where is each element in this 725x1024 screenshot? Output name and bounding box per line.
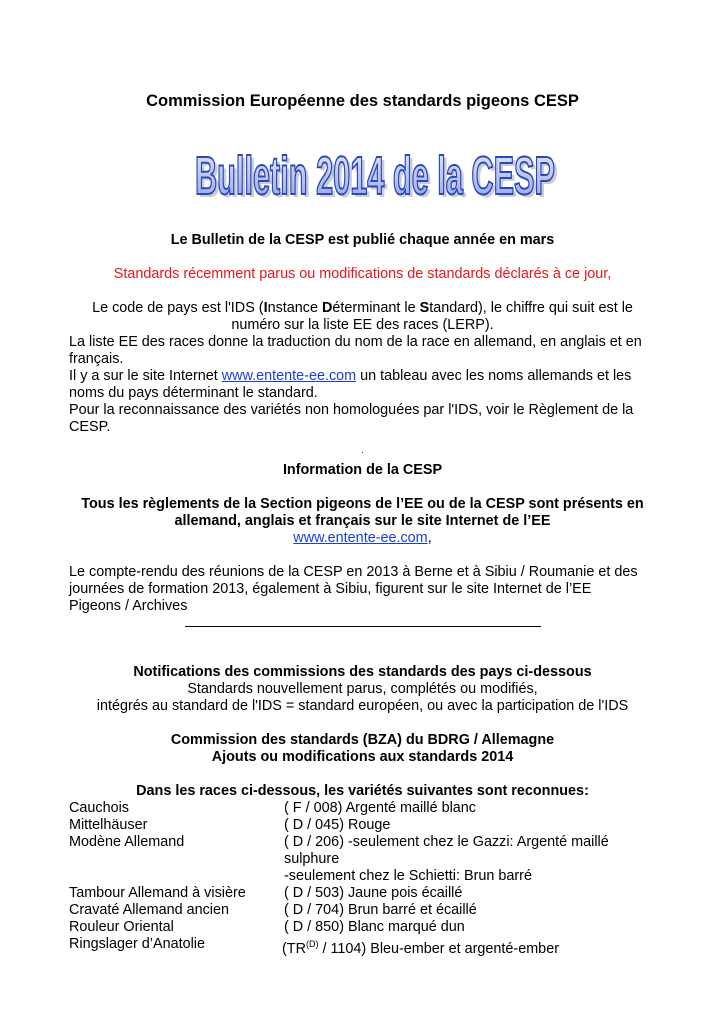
list-paragraph-line2: français. bbox=[69, 351, 124, 367]
varieties-heading: Dans les races ci-dessous, les variétés suivantes sont reconnues: bbox=[136, 783, 589, 799]
published-notice: Le Bulletin de la CESP est publié chaque année en mars bbox=[170, 232, 555, 248]
entente-link-1[interactable]: www.entente-ee.com bbox=[221, 368, 357, 384]
bulletin-wordart-shadow: Bulletin 2014 de la CESP bbox=[198, 149, 558, 208]
breed-variety: ( D / 045) Rouge bbox=[284, 817, 391, 833]
list-item bbox=[69, 817, 669, 834]
breed-name: Cauchois bbox=[69, 800, 129, 816]
website-paragraph-line2: noms du pays déterminant le standard. bbox=[69, 385, 318, 401]
list-item bbox=[69, 800, 669, 817]
breed-name: Mittelhäuser bbox=[69, 817, 148, 833]
rules-line2: allemand, anglais et français sur le site Internet de l’EE bbox=[174, 513, 551, 529]
bulletin-wordart-title bbox=[190, 138, 560, 208]
report-line3: Pigeons / Archives bbox=[69, 598, 188, 614]
breed-name: Cravaté Allemand ancien bbox=[69, 902, 229, 918]
website-paragraph-line1: Il y a sur le site Internet www.entente-ee.com un tableau avec les noms allemands et les bbox=[69, 368, 632, 384]
breed-variety: sulphure bbox=[284, 851, 340, 867]
separator-dot: . bbox=[361, 445, 364, 455]
red-notice: Standards récemment parus ou modifications de standards déclarés à ce jour, bbox=[113, 266, 612, 282]
breed-name: Tambour Allemand à visière bbox=[69, 885, 246, 901]
commission-title: Commission Européenne des standards pigeons CESP bbox=[146, 92, 579, 110]
rules-line1: Tous les règlements de la Section pigeons de l’EE ou de la CESP sont présents en bbox=[81, 496, 644, 512]
list-item bbox=[69, 885, 669, 902]
entente-link-2[interactable]: www.entente-ee.com bbox=[293, 530, 428, 546]
breed-variety: ( D / 704) Brun barré et écaillé bbox=[284, 902, 477, 918]
country-code-paragraph-line1: Le code de pays est l'IDS (Instance Déterminant le Standard), le chiffre qui suit est le bbox=[92, 300, 633, 316]
bulletin-wordart-text: Bulletin 2014 de la CESP bbox=[195, 146, 555, 206]
list-item bbox=[69, 902, 669, 919]
list-item bbox=[69, 936, 669, 957]
recognition-paragraph-line2: CESP. bbox=[69, 419, 111, 435]
bza-subtitle: Ajouts ou modifications aux standards 2014 bbox=[211, 749, 514, 765]
rules-link-line: www.entente-ee.com, bbox=[293, 530, 432, 546]
recognition-paragraph-line1: Pour la reconnaissance des variétés non homologuées par l'IDS, voir le Règlement de la bbox=[69, 402, 634, 418]
report-line2: journées de formation 2013, également à Sibiu, figurent sur le site Internet de l’EE bbox=[69, 581, 592, 597]
breed-variety: ( F / 008) Argenté maillé blanc bbox=[284, 800, 476, 816]
notifications-title: Notifications des commissions des standards des pays ci-dessous bbox=[133, 664, 592, 680]
report-line1: Le compte-rendu des réunions de la CESP en 2013 à Berne et à Sibiu / Roumanie et des bbox=[69, 564, 638, 580]
list-item bbox=[69, 919, 669, 936]
breed-variety: -seulement chez le Schietti: Brun barré bbox=[284, 868, 532, 884]
breed-name: Rouleur Oriental bbox=[69, 919, 174, 935]
list-item bbox=[69, 834, 669, 851]
country-code-paragraph-line2: numéro sur la liste EE des races (LERP). bbox=[231, 317, 494, 333]
info-title: Information de la CESP bbox=[282, 462, 443, 478]
notifications-line2: Standards nouvellement parus, complétés ou modifiés, bbox=[187, 681, 538, 697]
breed-variety: $(TR^{(D)} / 1104)$ Bleu-ember et argenté-ember bbox=[282, 939, 559, 957]
list-item bbox=[69, 851, 669, 868]
breed-variety: ( D / 850) Blanc marqué dun bbox=[284, 919, 465, 935]
breed-name: Ringslager d’Anatolie bbox=[69, 936, 205, 952]
notifications-line3: intégrés au standard de l'IDS = standard européen, ou avec la participation de l'IDS bbox=[96, 698, 629, 714]
horizontal-rule bbox=[185, 626, 541, 627]
list-paragraph-line1: La liste EE des races donne la traduction du nom de la race en allemand, en anglais et en bbox=[69, 334, 642, 350]
list-item bbox=[69, 868, 669, 885]
bza-title: Commission des standards (BZA) du BDRG / Allemagne bbox=[170, 732, 555, 748]
breed-variety: ( D / 503) Jaune pois écaillé bbox=[284, 885, 463, 901]
breed-name: Modène Allemand bbox=[69, 834, 185, 850]
breed-variety: ( D / 206) -seulement chez le Gazzi: Argenté maillé bbox=[284, 834, 609, 850]
